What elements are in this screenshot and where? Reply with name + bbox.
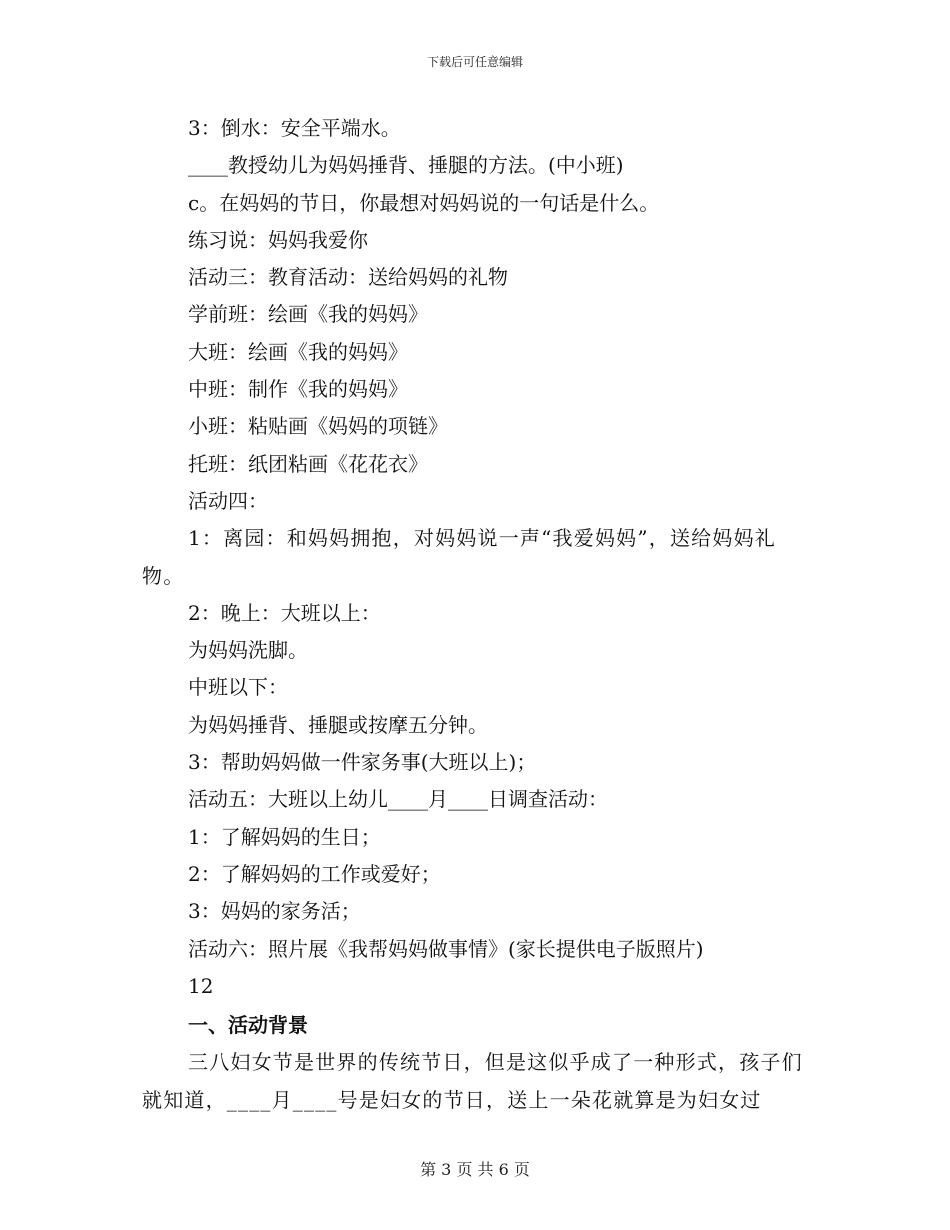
document-body bbox=[142, 110, 810, 1119]
text-line: 为妈妈洗脚。 bbox=[188, 638, 308, 663]
section-heading: 一、活动背景 bbox=[188, 1013, 308, 1038]
text-line: 活动六：照片展《我帮妈妈做事情》(家长提供电子版照片) bbox=[188, 936, 704, 961]
text-line: 2：晚上：大班以上： bbox=[188, 600, 381, 625]
paragraph: 三八妇女节是世界的传统节日，但是这似乎成了一种形式，孩子们就知道，____月____号是妇女的节日，送上一朵花就算是为妇女过 bbox=[142, 1050, 803, 1112]
page-number-text: 12 bbox=[188, 973, 214, 998]
text-line: 学前班：绘画《我的妈妈》 bbox=[188, 302, 428, 327]
text-line: 为妈妈捶背、捶腿或按摩五分钟。 bbox=[188, 712, 488, 737]
text-line: 1：了解妈妈的生日； bbox=[188, 824, 381, 849]
page-footer: 第 3 页 共 6 页 bbox=[420, 1160, 530, 1179]
text-line: 活动五：大班以上幼儿____月____日调查活动： bbox=[188, 787, 608, 812]
text-line: 3：妈妈的家务活； bbox=[188, 899, 361, 924]
text-line: 活动四： bbox=[188, 488, 268, 513]
text-line: 小班：粘贴画《妈妈的项链》 bbox=[188, 414, 448, 439]
text-line: 2：了解妈妈的工作或爱好； bbox=[188, 861, 441, 886]
text-line: 3：倒水：安全平端水。 bbox=[188, 116, 401, 140]
text-line: ____教授幼儿为妈妈捶背、捶腿的方法。(中小班) bbox=[188, 153, 624, 178]
text-line: 中班以下： bbox=[188, 675, 288, 700]
text-line: 托班：纸团粘画《花花衣》 bbox=[188, 451, 428, 476]
paragraph: 1：离园：和妈妈拥抱，对妈妈说一声“我爱妈妈”，送给妈妈礼物。 bbox=[142, 526, 776, 588]
text-line: c。在妈妈的节日，你最想对妈妈说的一句话是什么。 bbox=[188, 190, 660, 215]
text-line: 3：帮助妈妈做一件家务事(大班以上)； bbox=[188, 750, 537, 775]
text-line: 中班：制作《我的妈妈》 bbox=[188, 377, 408, 402]
page-header: 下载后可任意编辑 bbox=[426, 55, 523, 69]
text-line: 大班：绘画《我的妈妈》 bbox=[188, 339, 408, 364]
text-line: 活动三：教育活动：送给妈妈的礼物 bbox=[188, 265, 508, 290]
text-line: 练习说：妈妈我爱你 bbox=[188, 227, 368, 252]
